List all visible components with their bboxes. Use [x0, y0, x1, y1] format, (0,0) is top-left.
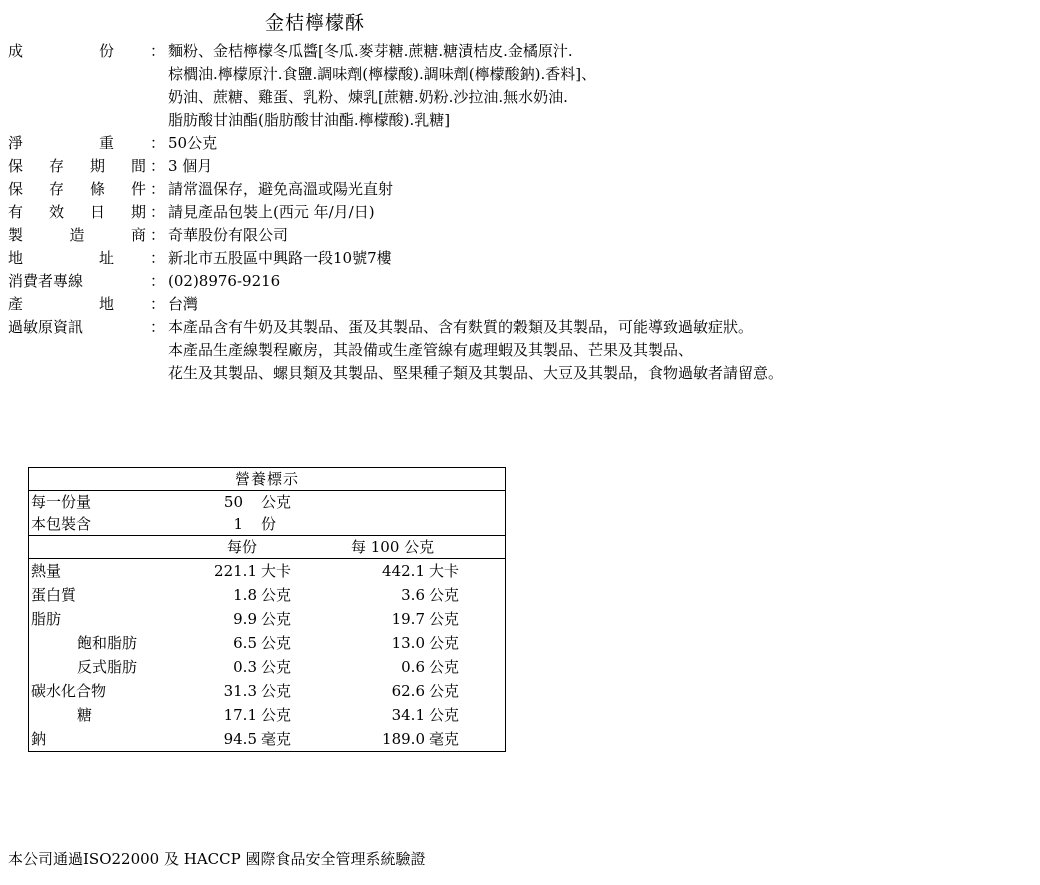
nutrient-row	[29, 607, 505, 631]
per-100g-value: 13.0	[391, 634, 425, 652]
info-label-part: 效	[48, 203, 64, 221]
info-label-part: 地	[8, 249, 24, 267]
nutrition-facts-table	[28, 467, 506, 752]
info-value-line: 請見產品包裝上(西元 年/月/日)	[168, 203, 375, 221]
info-colon: ：	[150, 203, 166, 221]
info-value-line: 50公克	[168, 134, 218, 152]
per-serving-unit: 公克	[261, 706, 292, 724]
info-value-line: 花生及其製品、螺貝類及其製品、堅果種子類及其製品、大豆及其製品，食物過敏者請留意。	[168, 364, 784, 382]
per-100g-unit: 公克	[429, 586, 460, 604]
info-label-part: 有	[8, 203, 24, 221]
info-colon: ：	[150, 180, 166, 198]
per-100g-unit: 公克	[429, 634, 460, 652]
info-row	[8, 247, 1038, 270]
info-label	[8, 270, 146, 293]
per-serving-unit: 大卡	[261, 562, 292, 580]
per-100g-unit: 大卡	[429, 562, 460, 580]
per-serving-unit: 公克	[261, 658, 292, 676]
info-colon: ：	[150, 318, 166, 336]
info-label-part: 間	[130, 157, 146, 175]
per-serving-value: 1.8	[233, 586, 257, 604]
info-label-part: 件	[130, 180, 146, 198]
per-100g-value: 442.1	[382, 562, 425, 580]
per-serving-value: 9.9	[233, 610, 257, 628]
info-label-part: 存	[48, 157, 64, 175]
nutrient-row	[29, 655, 505, 679]
per-100g-unit: 公克	[429, 682, 460, 700]
serving-size-label: 每一份量	[31, 493, 92, 511]
per-100g-unit: 公克	[429, 706, 460, 724]
per-serving-value: 0.3	[233, 658, 257, 676]
product-info-list	[8, 40, 1038, 385]
nutrient-row	[29, 559, 505, 583]
info-value-line: 本產品生產線製程廠房，其設備或生產管線有處理蝦及其製品、芒果及其製品、	[168, 341, 694, 359]
nutrient-name: 脂肪	[31, 610, 62, 628]
info-value	[168, 224, 1038, 247]
info-colon: ：	[150, 272, 166, 290]
info-colon: ：	[150, 249, 166, 267]
column-per-100g: 每 100 公克	[351, 538, 435, 556]
info-label-part: 過敏原資訊	[8, 318, 84, 336]
info-label-part: 存	[48, 180, 64, 198]
servings-value: 1	[233, 515, 243, 533]
info-value-line: 奶油、蔗糖、雞蛋、乳粉、煉乳[蔗糖.奶粉.沙拉油.無水奶油.	[168, 88, 568, 106]
nutrient-name: 糖	[77, 706, 93, 724]
info-label-part: 期	[130, 203, 146, 221]
info-value	[168, 132, 1038, 155]
per-100g-value: 34.1	[391, 706, 425, 724]
per-serving-unit: 公克	[261, 586, 292, 604]
info-label-part: 日	[89, 203, 105, 221]
info-colon: ：	[150, 42, 166, 60]
info-label	[8, 132, 114, 155]
info-label	[8, 293, 114, 316]
per-100g-value: 0.6	[401, 658, 425, 676]
nutrient-name: 熱量	[31, 562, 62, 580]
info-label	[8, 155, 146, 178]
per-100g-unit: 公克	[429, 658, 460, 676]
info-label-part: 份	[98, 42, 114, 60]
servings-unit: 份	[261, 515, 277, 533]
info-row	[8, 201, 1038, 224]
per-serving-unit: 公克	[261, 682, 292, 700]
info-value-line: 本產品含有牛奶及其製品、蛋及其製品、含有麩質的穀類及其製品，可能導致過敏症狀。	[168, 318, 754, 336]
info-colon: ：	[150, 134, 166, 152]
column-per-serving: 每份	[227, 538, 258, 556]
nutrient-row	[29, 727, 505, 751]
info-label-part: 造	[69, 226, 85, 244]
serving-size-row	[29, 491, 505, 513]
info-value	[168, 247, 1038, 270]
serving-size-value: 50	[223, 493, 243, 511]
info-label	[8, 247, 114, 270]
per-100g-unit: 毫克	[429, 730, 460, 748]
info-value-line: 麵粉、金桔檸檬冬瓜醬[冬瓜.麥芽糖.蔗糖.糖漬桔皮.金橘原汁.	[168, 42, 573, 60]
info-row	[8, 293, 1038, 316]
info-value	[168, 201, 1038, 224]
info-value-line: 新北市五股區中興路一段10號7樓	[168, 249, 392, 267]
info-value	[168, 293, 1038, 316]
info-label	[8, 316, 146, 339]
info-label-part: 條	[89, 180, 105, 198]
info-value-line: (02)8976-9216	[168, 272, 281, 290]
info-value	[168, 270, 1038, 293]
nutrition-column-header	[29, 536, 505, 559]
info-label-part: 淨	[8, 134, 24, 152]
info-label-part: 消費者專線	[8, 272, 84, 290]
info-label	[8, 178, 146, 201]
per-serving-value: 221.1	[214, 562, 257, 580]
info-row	[8, 316, 1038, 385]
info-label	[8, 201, 146, 224]
info-label-part: 重	[98, 134, 114, 152]
info-row	[8, 224, 1038, 247]
info-value-line: 棕櫚油.檸檬原汁.食鹽.調味劑(檸檬酸).調味劑(檸檬酸鈉).香料]、	[168, 65, 597, 83]
info-value-line: 脂肪酸甘油酯(脂肪酸甘油酯.檸檬酸).乳糖]	[168, 111, 451, 129]
per-100g-value: 189.0	[382, 730, 425, 748]
info-label	[8, 224, 146, 247]
servings-per-package-row	[29, 513, 505, 536]
per-100g-value: 3.6	[401, 586, 425, 604]
nutrient-row	[29, 631, 505, 655]
info-label-part: 保	[8, 180, 24, 198]
info-colon: ：	[150, 157, 166, 175]
per-serving-unit: 公克	[261, 610, 292, 628]
info-label-part: 址	[98, 249, 114, 267]
info-row	[8, 40, 1038, 132]
per-100g-value: 62.6	[391, 682, 425, 700]
info-colon: ：	[150, 226, 166, 244]
info-label-part: 地	[98, 295, 114, 313]
info-label-part: 成	[8, 42, 24, 60]
certification-note: 本公司通過ISO22000 及 HACCP 國際食品安全管理系統驗證	[8, 850, 426, 868]
info-value	[168, 40, 1038, 132]
info-row	[8, 178, 1038, 201]
info-value	[168, 316, 1038, 385]
per-serving-value: 6.5	[233, 634, 257, 652]
per-100g-unit: 公克	[429, 610, 460, 628]
nutrient-name: 碳水化合物	[31, 682, 107, 700]
nutrient-name: 反式脂肪	[77, 658, 138, 676]
nutrition-rows	[29, 559, 505, 751]
nutrient-name: 鈉	[31, 730, 47, 748]
product-title: 金桔檸檬酥	[265, 12, 366, 34]
per-serving-unit: 公克	[261, 634, 292, 652]
per-serving-value: 17.1	[223, 706, 257, 724]
info-label-part: 保	[8, 157, 24, 175]
info-label-part: 商	[130, 226, 146, 244]
nutrient-name: 飽和脂肪	[77, 634, 138, 652]
info-row	[8, 270, 1038, 293]
serving-size-unit: 公克	[261, 493, 292, 511]
per-serving-value: 94.5	[223, 730, 257, 748]
per-serving-value: 31.3	[223, 682, 257, 700]
nutrient-row	[29, 583, 505, 607]
info-label-part: 期	[89, 157, 105, 175]
nutrition-heading: 營養標示	[29, 468, 505, 491]
info-value-line: 台灣	[168, 295, 199, 313]
info-value	[168, 155, 1038, 178]
nutrient-name: 蛋白質	[31, 586, 77, 604]
nutrient-row	[29, 679, 505, 703]
servings-label: 本包裝含	[31, 515, 92, 533]
info-label	[8, 40, 114, 63]
info-label-part: 製	[8, 226, 24, 244]
info-colon: ：	[150, 295, 166, 313]
info-label-part: 產	[8, 295, 24, 313]
per-serving-unit: 毫克	[261, 730, 292, 748]
info-value	[168, 178, 1038, 201]
info-row	[8, 155, 1038, 178]
per-100g-value: 19.7	[391, 610, 425, 628]
info-value-line: 3 個月	[168, 157, 213, 175]
nutrient-row	[29, 703, 505, 727]
info-row	[8, 132, 1038, 155]
info-value-line: 請常溫保存，避免高溫或陽光直射	[168, 180, 394, 198]
info-value-line: 奇華股份有限公司	[168, 226, 289, 244]
